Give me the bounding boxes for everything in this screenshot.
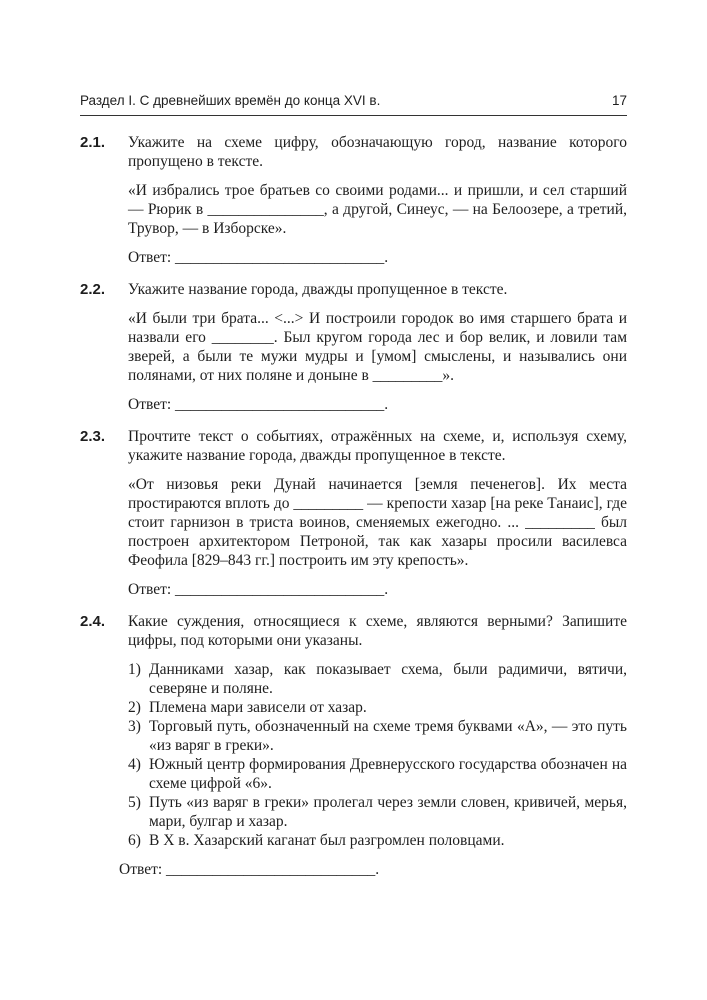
option-item: 4) Южный центр формирования Древнерусского государства обозначен на схеме цифрой «6». <box>128 756 627 792</box>
task-2-1 <box>80 133 627 267</box>
option-item: 2) Племена мари зависели от хазар. <box>128 699 367 716</box>
answer-line[interactable]: Ответ: ___________________________. <box>128 581 389 598</box>
task-2-3 <box>80 427 627 599</box>
task-number: 2.4. <box>80 613 106 630</box>
section-title: Раздел I. С древнейших времён до конца XVI в. <box>80 93 381 108</box>
task-number: 2.3. <box>80 428 106 445</box>
task-quote: «От низовья реки Дунай начинается [земля печенегов]. Их места простираются вплоть до _________ — крепости хазар [на реке Танаис], где стоит гарнизон в триста воинов, сменяемых ежегодно. ... _________ был построен архитектором Петроной, так как хазары просили василевса Феофила [829–843 гг.] построить им эту крепость». <box>128 476 627 569</box>
page-number: 17 <box>611 93 627 108</box>
task-question: Укажите название города, дважды пропущенное в тексте. <box>128 281 508 298</box>
option-item: 5) Путь «из варяг в греки» пролегал через земли словен, кривичей, мерья, мари, булгар и хазар. <box>128 794 627 830</box>
option-item: 3) Торговый путь, обозначенный на схеме тремя буквами «А», — это путь «из варяг в греки». <box>128 718 627 754</box>
running-header <box>80 93 627 115</box>
answer-line[interactable]: Ответ: ___________________________. <box>128 249 389 266</box>
task-number: 2.1. <box>80 134 106 151</box>
option-item: 6) В X в. Хазарский каганат был разгромлен половцами. <box>128 832 505 849</box>
task-quote: «И избрались трое братьев со своими родами... и пришли, и сел старший — Рюрик в _______________, а другой, Синеус, — на Белоозере, а третий, Трувор, — в Изборске». <box>128 182 627 237</box>
task-2-4 <box>80 612 627 850</box>
answer-line[interactable]: Ответ: ___________________________. <box>128 396 389 413</box>
option-item: 1) Данниками хазар, как показывает схема, были радимичи, вятичи, северяне и поляне. <box>128 661 627 697</box>
task-question: Какие суждения, относящиеся к схеме, являются верными? Запишите цифры, под которыми они указаны. <box>128 613 627 649</box>
task-2-2 <box>80 280 627 414</box>
header-divider <box>80 115 627 116</box>
options-list <box>128 660 627 850</box>
task-quote: «И были три брата... <...> И построили городок во имя старшего брата и назвали его ________. Был кругом города лес и бор велик, и ловили там зверей, а были те мужи мудры и [умом] смыслены, и назывались они полянами, от них поляне и доныне в _________». <box>128 310 627 384</box>
task-number: 2.2. <box>80 281 106 298</box>
answer-line[interactable]: Ответ: ___________________________. <box>119 861 380 878</box>
task-question: Прочтите текст о событиях, отражённых на схеме, и, используя схему, укажите название города, дважды пропущенное в тексте. <box>128 428 627 464</box>
task-question: Укажите на схеме цифру, обозначающую город, название которого пропущено в тексте. <box>128 134 627 170</box>
